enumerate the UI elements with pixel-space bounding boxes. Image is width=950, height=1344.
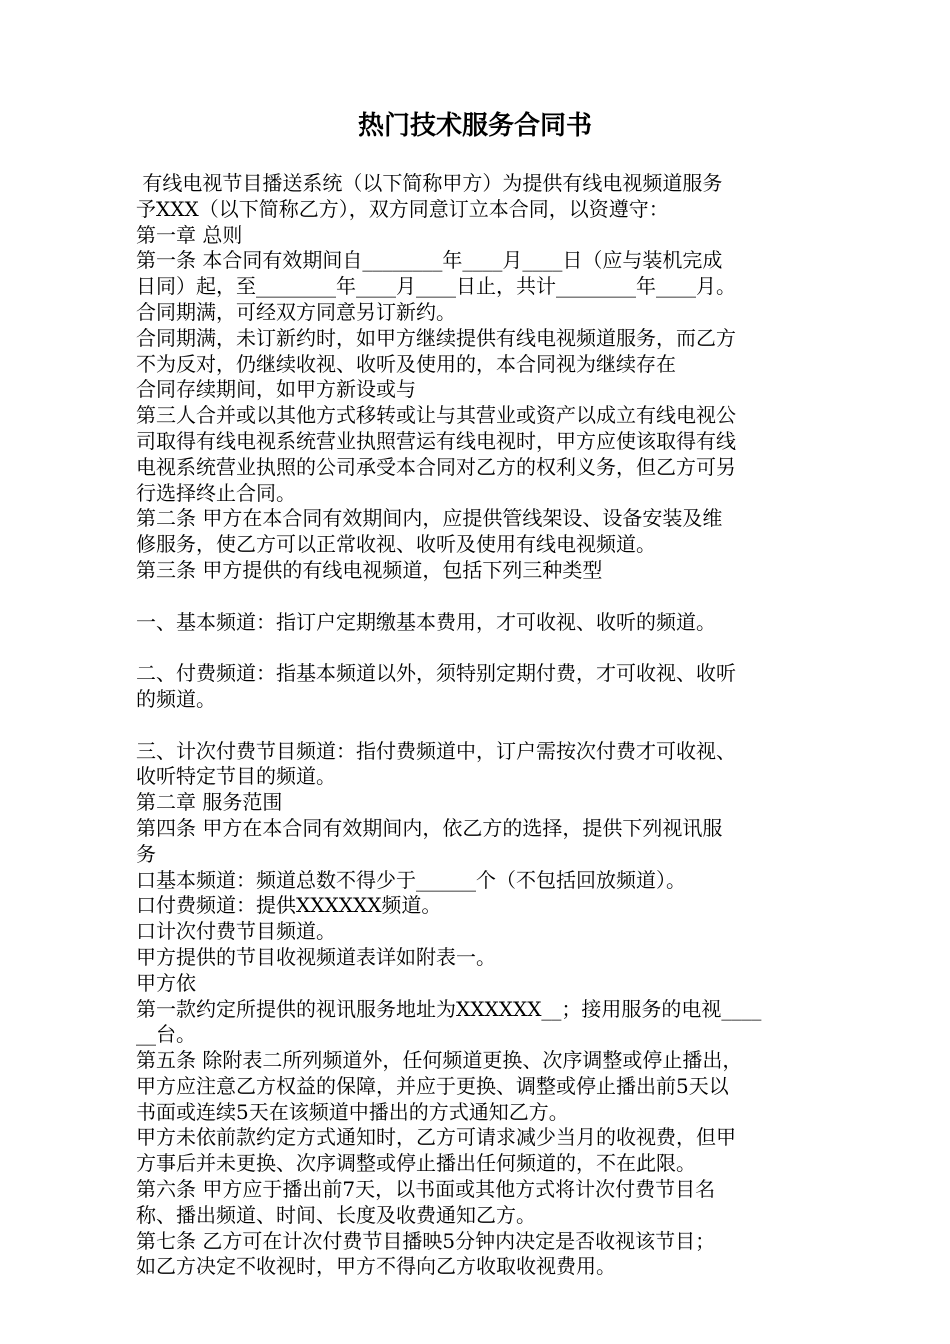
- text-line: 第一章 总则: [136, 222, 243, 247]
- text-line: 修服务，使乙方可以正常收视、收听及使用有线电视频道。: [136, 532, 656, 557]
- text-line: 方事后并未更换、次序调整或停止播出任何频道的，不在此限。: [136, 1151, 696, 1176]
- document-title: 热门技术服务合同书: [357, 111, 592, 141]
- text-line: 书面或连续5天在该频道中播出的方式通知乙方。: [136, 1099, 569, 1124]
- text-line: 日同）起，至________年____月____日止，共计________年____月。: [136, 274, 736, 299]
- text-line: __台。: [136, 1022, 196, 1047]
- text-line: 第一条 本合同有效期间自________年____月____日（应与装机完成: [136, 248, 723, 273]
- blank-line: [136, 713, 820, 739]
- text-line: 甲方依: [136, 970, 196, 995]
- text-line: 第七条 乙方可在计次付费节目播映5分钟内决定是否收视该节目；: [136, 1228, 716, 1253]
- text-line: 三、计次付费节目频道：指付费频道中，订户需按次付费才可收视、: [136, 738, 736, 763]
- text-line: 甲方提供的节目收视频道表详如附表一。: [136, 944, 496, 969]
- document-body: [136, 171, 820, 1280]
- text-line: 第六条 甲方应于播出前7天，以书面或其他方式将计次付费节目名: [136, 1177, 716, 1202]
- text-line: 第二章 服务范围: [136, 790, 283, 815]
- text-line: 电视系统营业执照的公司承受本合同对乙方的权利义务，但乙方可另: [136, 454, 736, 479]
- text-line: 第五条 除附表二所列频道外，任何频道更换、次序调整或停止播出，: [136, 1048, 743, 1073]
- text-line: 甲方未依前款约定方式通知时，乙方可请求减少当月的收视费，但甲: [136, 1125, 736, 1150]
- text-line: 第四条 甲方在本合同有效期间内，依乙方的选择，提供下列视讯服: [136, 815, 723, 840]
- text-line: 甲方应注意乙方权益的保障，并应于更换、调整或停止播出前5天以: [136, 1073, 729, 1098]
- text-line: 二、付费频道：指基本频道以外，须特别定期付费，才可收视、收听: [136, 661, 736, 686]
- text-line: 收听特定节目的频道。: [136, 764, 336, 789]
- text-line: 第一款约定所提供的视讯服务地址为XXXXXX__；接用服务的电视____: [136, 996, 762, 1021]
- text-line: 口付费频道：提供XXXXXX频道。: [136, 893, 442, 918]
- text-line: 司取得有线电视系统营业执照营运有线电视时，甲方应使该取得有线: [136, 428, 736, 453]
- text-line: 口计次付费节目频道。: [136, 919, 336, 944]
- text-line: 不为反对，仍继续收视、收听及使用的，本合同视为继续存在: [136, 351, 676, 376]
- text-line: 务: [136, 841, 156, 866]
- text-line: 一、基本频道：指订户定期缴基本费用，才可收视、收听的频道。: [136, 609, 716, 634]
- text-line: 有线电视节目播送系统（以下简称甲方）为提供有线电视频道服务: [136, 171, 723, 195]
- text-line: 的频道。: [136, 686, 216, 711]
- text-line: 第二条 甲方在本合同有效期间内，应提供管线架设、设备安装及维: [136, 506, 723, 531]
- text-line: 予XXX（以下简称乙方），双方同意订立本合同，以资遵守：: [136, 196, 669, 221]
- blank-line: [136, 635, 820, 661]
- text-line: 如乙方决定不收视时，甲方不得向乙方收取收视费用。: [136, 1254, 616, 1279]
- text-line: 合同期满，未订新约时，如甲方继续提供有线电视频道服务，而乙方: [136, 325, 736, 350]
- text-line: 第三条 甲方提供的有线电视频道，包括下列三种类型: [136, 557, 603, 582]
- text-line: 合同期满，可经双方同意另订新约。: [136, 299, 456, 324]
- text-line: 合同存续期间，如甲方新设或与: [136, 377, 416, 402]
- blank-line: [136, 584, 820, 610]
- text-line: 口基本频道：频道总数不得少于______个（不包括回放频道）。: [136, 867, 686, 892]
- text-line: 第三人合并或以其他方式移转或让与其营业或资产以成立有线电视公: [136, 403, 736, 428]
- text-line: 行选择终止合同。: [136, 480, 296, 505]
- text-line: 称、播出频道、时间、长度及收费通知乙方。: [136, 1202, 536, 1227]
